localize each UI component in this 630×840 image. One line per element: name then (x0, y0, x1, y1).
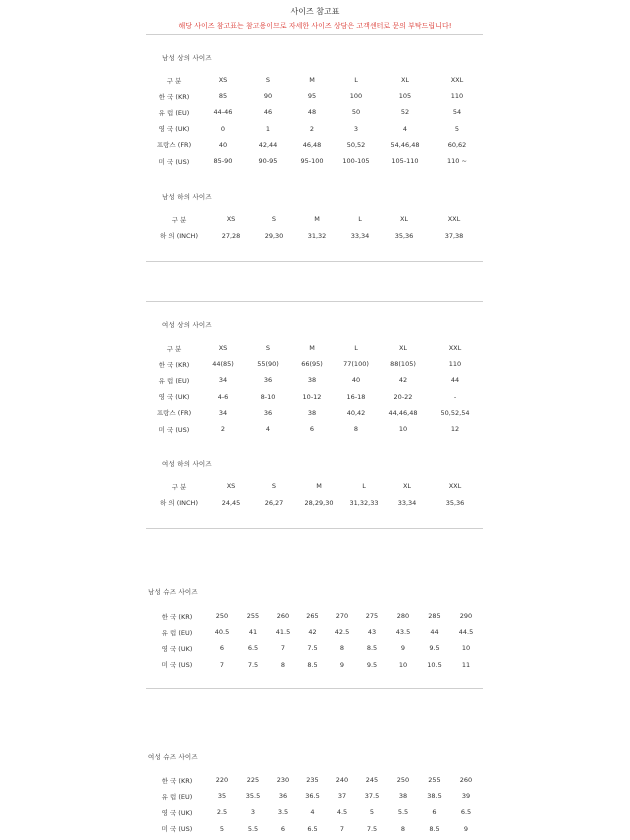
table-cell: 31,32 (307, 231, 327, 240)
table-cell: 46,48 (302, 140, 322, 149)
table-cell: XL (402, 482, 412, 491)
table-cell: 230 (276, 776, 290, 785)
women-shoes-section-title: 여성 슈즈 사이즈 (148, 753, 198, 761)
table-cell: 9.5 (366, 660, 378, 669)
table-cell: 35.5 (245, 792, 261, 801)
table-cell: 42,44 (258, 140, 278, 149)
table-cell: 10 (398, 425, 408, 434)
table-cell: L (358, 215, 362, 224)
table-cell: 6.5 (460, 808, 472, 817)
row-label: 미 국 (US) (161, 825, 193, 834)
table-cell: 4-6 (217, 392, 229, 401)
table-cell: - (453, 392, 457, 401)
table-row (148, 640, 482, 656)
table-cell: 95-100 (300, 157, 324, 166)
table-cell: 54,46,48 (390, 140, 420, 149)
table-cell: 44(85) (212, 360, 234, 369)
table-cell: 34 (218, 408, 228, 417)
table-cell: 34 (218, 376, 228, 385)
table-cell: 110 (450, 92, 464, 101)
table-cell: 1 (265, 124, 271, 133)
table-cell: 44,46,48 (388, 408, 418, 417)
table-cell: 52 (400, 108, 410, 117)
table-cell: S (271, 215, 277, 224)
table-cell: 9 (339, 660, 345, 669)
table-cell: 85-90 (213, 157, 233, 166)
table-cell: 10-12 (302, 392, 322, 401)
table-cell: XS (218, 76, 228, 85)
table-cell: XL (399, 215, 409, 224)
table-cell: XS (226, 215, 236, 224)
table-cell: 4 (402, 124, 408, 133)
row-label: 프랑스 (FR) (156, 141, 192, 150)
size-chart-title: 사이즈 참고표 (290, 7, 340, 16)
table-cell: 8 (400, 824, 406, 833)
men-shoes-size-table (148, 608, 482, 673)
table-cell: 270 (335, 612, 349, 621)
table-cell: 38 (307, 376, 317, 385)
table-cell: 255 (246, 612, 260, 621)
row-label: 유 럽 (EU) (161, 628, 193, 637)
women-top-section-title: 여성 상의 사이즈 (162, 321, 212, 329)
table-cell: 66(95) (301, 360, 323, 369)
table-cell: 48 (307, 108, 317, 117)
size-chart-notice: 해당 사이즈 참고표는 참고용이므로 자세한 사이즈 상담은 고객센터로 문의 부탁드립니다! (178, 22, 452, 30)
women-bottom-section-title: 여성 하의 사이즈 (162, 460, 212, 468)
table-cell: 24,45 (221, 498, 241, 507)
men-top-size-table (148, 72, 482, 169)
table-cell: 5 (369, 808, 375, 817)
table-cell: 7.5 (247, 660, 259, 669)
table-cell: 12 (450, 425, 460, 434)
table-cell: 3 (353, 124, 359, 133)
row-label: 한 국 (KR) (158, 360, 190, 369)
table-row (148, 228, 482, 245)
table-row (148, 104, 482, 120)
table-cell: 35,36 (445, 498, 465, 507)
row-label: 유 럽 (EU) (158, 376, 190, 385)
table-cell: 100 (349, 92, 363, 101)
table-cell: XXL (450, 76, 464, 85)
table-cell: 8.5 (366, 644, 378, 653)
women-bottom-size-table (148, 478, 482, 511)
table-cell: 5.5 (397, 808, 409, 817)
table-cell: 20-22 (393, 392, 413, 401)
table-cell: 36 (278, 792, 288, 801)
table-cell: L (362, 482, 366, 491)
table-cell: 3 (250, 808, 256, 817)
table-cell: 43.5 (395, 628, 411, 637)
row-label: 하 의 (INCH) (160, 232, 198, 241)
table-header-row (148, 478, 482, 495)
table-cell: 29,30 (264, 231, 284, 240)
row-label: 구 분 (171, 215, 187, 224)
table-cell: 28,29,30 (304, 498, 334, 507)
table-cell: 105 (398, 92, 412, 101)
table-cell: 4 (265, 425, 271, 434)
table-cell: 46 (263, 108, 273, 117)
table-cell: S (271, 482, 277, 491)
table-cell: 41.5 (275, 628, 291, 637)
table-row (148, 137, 482, 153)
divider (146, 34, 483, 35)
table-cell: 7 (219, 660, 225, 669)
divider (146, 528, 483, 529)
table-cell: M (309, 76, 315, 85)
table-cell: 275 (365, 612, 379, 621)
table-cell: 88(105) (390, 360, 416, 369)
table-cell: 4 (310, 808, 315, 817)
table-cell: 105-110 (391, 157, 419, 166)
table-cell: 50,52,54 (440, 408, 470, 417)
table-cell: M (309, 344, 315, 353)
table-cell: 7 (339, 824, 345, 833)
table-cell: 27,28 (221, 231, 241, 240)
table-cell: 0 (220, 124, 226, 133)
table-cell: 37,38 (444, 231, 464, 240)
table-cell: 85 (218, 92, 228, 101)
table-cell: 255 (428, 776, 441, 785)
table-cell: XL (398, 344, 408, 353)
table-cell: 8.5 (307, 660, 318, 669)
table-cell: 5 (219, 824, 225, 833)
row-label: 프랑스 (FR) (156, 409, 192, 418)
table-cell: 2.5 (216, 808, 228, 817)
table-cell: 8 (339, 644, 345, 653)
table-cell: M (314, 215, 320, 224)
table-cell: 44.5 (458, 628, 474, 637)
table-cell: 38.5 (427, 792, 442, 801)
table-row (148, 788, 482, 804)
table-cell: 54 (452, 108, 462, 117)
table-cell: 35 (217, 792, 227, 801)
table-cell: 37.5 (364, 792, 380, 801)
table-cell: 42 (308, 628, 317, 637)
table-cell: 7.5 (307, 644, 318, 653)
row-label: 한 국 (KR) (161, 776, 193, 785)
table-cell: 8 (280, 660, 286, 669)
table-row (148, 624, 482, 640)
divider (146, 301, 483, 302)
table-cell: 5.5 (247, 824, 259, 833)
row-label: 영 국 (UK) (161, 808, 193, 817)
table-header-row (148, 72, 482, 88)
table-cell: 6.5 (307, 824, 318, 833)
table-cell: 240 (335, 776, 349, 785)
table-cell: 225 (246, 776, 260, 785)
table-cell: 6.5 (247, 644, 259, 653)
table-row (148, 657, 482, 673)
table-cell: 6 (219, 644, 225, 653)
table-cell: 50 (351, 108, 361, 117)
table-cell: XXL (448, 482, 462, 491)
table-cell: 44 (430, 628, 439, 637)
table-cell: 110 ~ (447, 157, 467, 166)
table-cell: 31,32,33 (349, 498, 379, 507)
table-cell: 245 (365, 776, 379, 785)
table-cell: 3.5 (277, 808, 289, 817)
table-cell: 33,34 (350, 231, 370, 240)
table-cell: 37 (337, 792, 347, 801)
table-cell: 40.5 (214, 628, 230, 637)
table-cell: XS (218, 344, 228, 353)
table-cell: XL (400, 76, 410, 85)
men-bottom-section-title: 남성 하의 사이즈 (162, 193, 212, 201)
table-cell: M (316, 482, 322, 491)
divider (146, 688, 483, 689)
table-cell: 6 (309, 425, 315, 434)
table-cell: 38 (398, 792, 408, 801)
table-cell: 10.5 (427, 660, 442, 669)
table-row (148, 88, 482, 104)
row-label: 유 럽 (EU) (158, 108, 190, 117)
table-cell: 41 (248, 628, 258, 637)
table-cell: 77(100) (343, 360, 369, 369)
row-label: 영 국 (UK) (161, 644, 193, 653)
table-row (148, 356, 482, 372)
table-cell: 35,36 (394, 231, 414, 240)
table-cell: 10 (398, 660, 408, 669)
table-cell: 33,34 (397, 498, 417, 507)
table-cell: 38 (307, 408, 317, 417)
table-cell: 260 (459, 776, 473, 785)
women-shoes-size-table (148, 772, 482, 837)
row-label: 미 국 (US) (158, 425, 190, 434)
table-cell: 9.5 (429, 644, 440, 653)
table-cell: S (265, 344, 271, 353)
table-cell: 10 (461, 644, 471, 653)
table-header-row (148, 211, 482, 228)
table-cell: 4.5 (336, 808, 348, 817)
table-cell: 235 (306, 776, 319, 785)
table-cell: 220 (215, 776, 229, 785)
table-cell: 8 (353, 425, 359, 434)
table-row (148, 772, 482, 788)
women-top-size-table (148, 340, 482, 437)
table-cell: 6 (432, 808, 437, 817)
table-cell: 5 (454, 124, 460, 133)
table-cell: 60,62 (447, 140, 467, 149)
divider (146, 261, 483, 262)
table-cell: 36 (263, 376, 273, 385)
table-cell: 42 (398, 376, 408, 385)
table-cell: 50,52 (346, 140, 366, 149)
table-cell: 9 (400, 644, 406, 653)
table-cell: 2 (220, 425, 226, 434)
table-cell: 44-46 (213, 108, 233, 117)
table-cell: 285 (428, 612, 441, 621)
table-cell: 250 (215, 612, 229, 621)
row-label: 미 국 (US) (161, 661, 193, 670)
table-row (148, 804, 482, 820)
table-cell: 6 (280, 824, 286, 833)
table-header-row (148, 340, 482, 356)
table-row (148, 121, 482, 137)
table-row (148, 405, 482, 421)
row-label: 유 럽 (EU) (161, 792, 193, 801)
table-cell: 11 (461, 660, 471, 669)
table-cell: 90-95 (258, 157, 278, 166)
table-cell: 290 (459, 612, 473, 621)
table-cell: L (354, 344, 358, 353)
table-row (148, 608, 482, 624)
table-cell: 7.5 (366, 824, 378, 833)
table-cell: 95 (307, 92, 317, 101)
table-cell: S (265, 76, 271, 85)
table-cell: 16-18 (346, 392, 366, 401)
table-cell: 100-105 (342, 157, 370, 166)
table-row (148, 372, 482, 388)
row-label: 한 국 (KR) (158, 92, 190, 101)
table-cell: 40 (218, 140, 228, 149)
table-cell: 9 (463, 824, 469, 833)
table-cell: 110 (448, 360, 462, 369)
row-label: 영 국 (UK) (158, 125, 190, 134)
table-cell: 8-10 (260, 392, 276, 401)
table-row (148, 389, 482, 405)
row-label: 구 분 (166, 76, 182, 85)
table-cell: XXL (447, 215, 461, 224)
table-cell: XXL (448, 344, 462, 353)
row-label: 영 국 (UK) (158, 393, 190, 402)
table-row (148, 421, 482, 437)
table-cell: 2 (309, 124, 315, 133)
table-cell: 36.5 (305, 792, 320, 801)
table-cell: 265 (306, 612, 319, 621)
table-row (148, 153, 482, 169)
row-label: 구 분 (166, 344, 182, 353)
table-cell: 250 (396, 776, 410, 785)
table-cell: 7 (280, 644, 286, 653)
row-label: 하 의 (INCH) (160, 499, 198, 508)
table-cell: 44 (450, 376, 460, 385)
table-row (148, 821, 482, 837)
row-label: 한 국 (KR) (161, 612, 193, 621)
table-cell: 43 (367, 628, 377, 637)
table-cell: 40 (351, 376, 361, 385)
table-cell: 26,27 (264, 498, 284, 507)
row-label: 미 국 (US) (158, 157, 190, 166)
men-top-section-title: 남성 상의 사이즈 (162, 54, 212, 62)
men-bottom-size-table (148, 211, 482, 244)
table-cell: L (354, 76, 358, 85)
table-cell: XS (226, 482, 236, 491)
table-cell: 40,42 (346, 408, 366, 417)
table-cell: 260 (276, 612, 290, 621)
table-cell: 36 (263, 408, 273, 417)
row-label: 구 분 (171, 482, 187, 491)
table-cell: 90 (263, 92, 273, 101)
table-cell: 280 (396, 612, 410, 621)
table-row (148, 495, 482, 512)
men-shoes-section-title: 남성 슈즈 사이즈 (148, 588, 198, 596)
table-cell: 42.5 (334, 628, 350, 637)
table-cell: 55(90) (257, 360, 279, 369)
table-cell: 39 (461, 792, 471, 801)
table-cell: 8.5 (429, 824, 440, 833)
